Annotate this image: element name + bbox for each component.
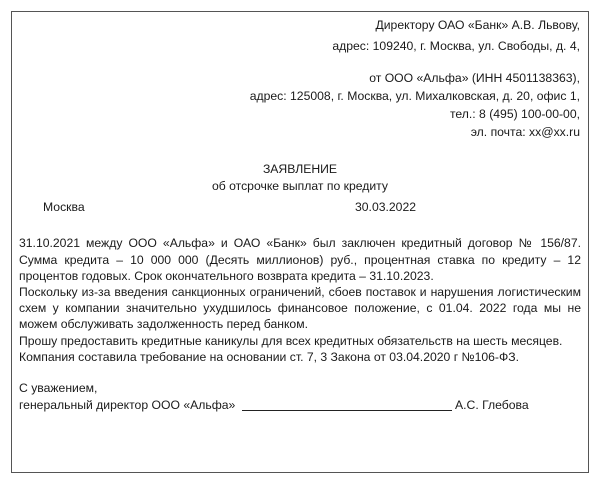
sender-phone: тел.: 8 (495) 100-00-00, <box>449 107 580 121</box>
addressee-line: Директору ОАО «Банк» А.В. Львову, <box>375 18 580 32</box>
document-title: ЗАЯВЛЕНИЕ <box>262 162 338 176</box>
body-line: 31.10.2021 между ООО «Альфа» и ОАО «Банк» был заключен кредитный договор № 156/87. <box>19 236 581 250</box>
sender-email: эл. почта: xx@xx.ru <box>470 125 580 139</box>
closing-phrase: С уважением, <box>19 381 98 395</box>
body-line: Прошу предоставить кредитные каникулы для всех кредитных обязательств на шесть месяцев. <box>19 334 563 348</box>
signer-name: А.С. Глебова <box>455 398 529 412</box>
signature-line <box>242 410 452 411</box>
body-line: можем обслуживать задолженность перед банком. <box>19 317 308 331</box>
body-line: Компания составила требование на основании ст. 7, 3 Закона от 03.04.2020 г №106-ФЗ. <box>19 350 520 364</box>
body-line: процентов годовых. Срок окончательного возврата кредита – 31.10.2023. <box>19 269 434 283</box>
signer-position: генеральный директор ООО «Альфа» <box>19 398 236 412</box>
document-subtitle: об отсрочке выплат по кредиту <box>211 179 388 193</box>
body-line: схем у компании значительно ухудшилось финансовое положение, с 01.04. 2022 года мы не <box>19 301 581 315</box>
date: 30.03.2022 <box>355 200 416 214</box>
body-line: Поскольку из-за введения санкционных ограничений, сбоев поставок и нарушения логистическим <box>19 285 581 299</box>
sender-address: адрес: 125008, г. Москва, ул. Михалковская, д. 20, офис 1, <box>249 89 580 103</box>
body-line: Сумма кредита – 10 000 000 (Десять миллионов) руб., процентная ставка по кредиту – 12 <box>19 253 581 267</box>
sender-line: от ООО «Альфа» (ИНН 4501138363), <box>369 71 580 85</box>
city: Москва <box>43 200 85 214</box>
addressee-address: адрес: 109240, г. Москва, ул. Свободы, д. 4, <box>332 39 580 53</box>
